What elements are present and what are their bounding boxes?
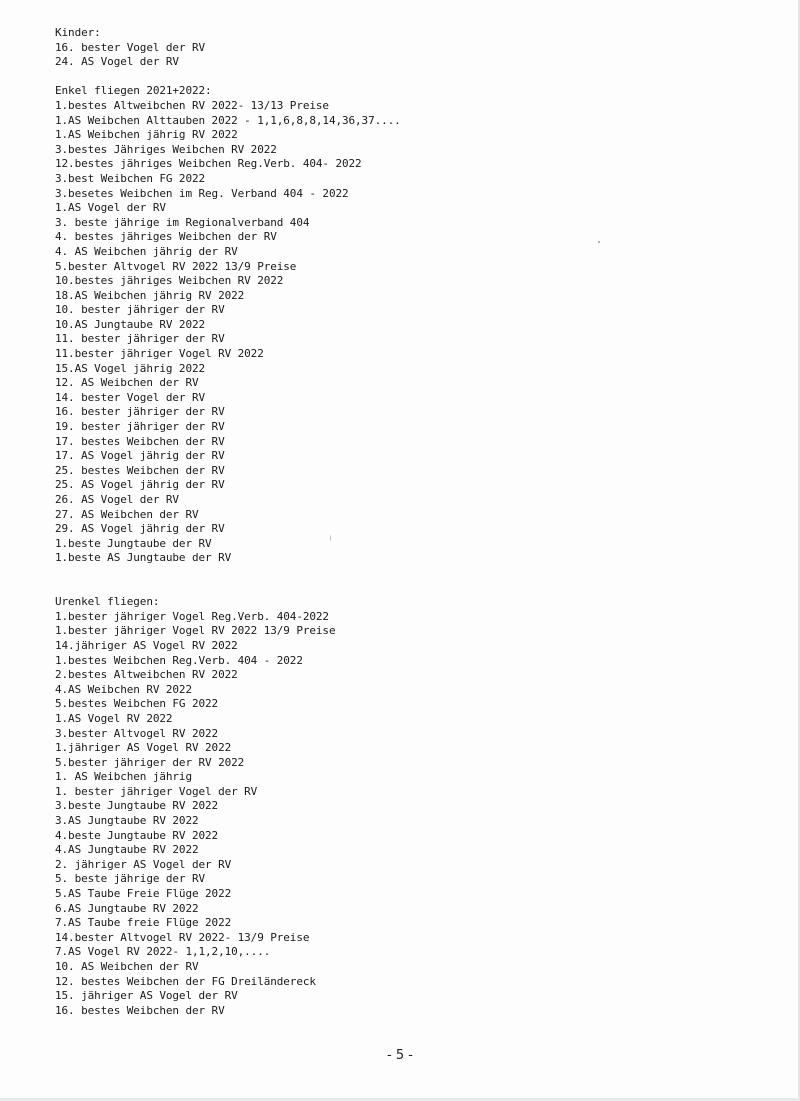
- section: [55, 595, 755, 1018]
- list-item: 24. AS Vogel der RV: [55, 55, 179, 69]
- list-item: 10. bester jähriger der RV: [55, 303, 225, 317]
- list-item: 1.AS Vogel RV 2022: [55, 711, 173, 725]
- list-item: 15.AS Vogel jährig 2022: [55, 361, 206, 375]
- list-item: 25. AS Vogel jährig der RV: [55, 478, 225, 492]
- list-item: 3.best Weibchen FG 2022: [55, 171, 206, 185]
- list-item: 11.bester jähriger Vogel RV 2022: [55, 347, 264, 361]
- list-item: 27. AS Weibchen der RV: [55, 507, 199, 521]
- list-item: 1.beste Jungtaube der RV: [55, 536, 212, 550]
- list-item: 5.bestes Weibchen FG 2022: [55, 697, 219, 711]
- list-item: 5.bester Altvogel RV 2022 13/9 Preise: [55, 259, 297, 273]
- list-item: 7.AS Vogel RV 2022- 1,1,2,10,....: [55, 945, 271, 959]
- list-item: 15. jähriger AS Vogel der RV: [55, 989, 238, 1003]
- list-item: 1.AS Weibchen Alttauben 2022 - 1,1,6,8,8,14,36,37....: [55, 113, 401, 127]
- list-item: 1. bester jähriger Vogel der RV: [55, 784, 258, 798]
- list-item: 5.bester jähriger der RV 2022: [55, 755, 245, 769]
- list-item: 17. bestes Weibchen der RV: [55, 434, 225, 448]
- section-gap: [55, 70, 755, 85]
- list-item: 3.bester Altvogel RV 2022: [55, 726, 219, 740]
- list-item: 4. bestes jähriges Weibchen der RV: [55, 230, 277, 244]
- list-item: 7.AS Taube freie Flüge 2022: [55, 916, 232, 930]
- list-item: 19. bester jähriger der RV: [55, 420, 225, 434]
- page-number: - 5 -: [387, 1048, 413, 1063]
- section: [55, 84, 755, 566]
- list-item: 1.AS Vogel der RV: [55, 201, 166, 215]
- list-item: 2. jähriger AS Vogel der RV: [55, 857, 232, 871]
- section: [55, 26, 755, 70]
- list-item: 4.beste Jungtaube RV 2022: [55, 828, 219, 842]
- section-heading: Enkel fliegen 2021+2022:: [55, 84, 212, 98]
- document-body: [55, 26, 755, 1018]
- list-item: 29. AS Vogel jährig der RV: [55, 522, 225, 536]
- section-heading: Urenkel fliegen:: [55, 595, 160, 609]
- list-item: 12. AS Weibchen der RV: [55, 376, 199, 390]
- list-item: 4.AS Jungtaube RV 2022: [55, 843, 199, 857]
- list-item: 3.beste Jungtaube RV 2022: [55, 799, 219, 813]
- list-item: 1.beste AS Jungtaube der RV: [55, 551, 232, 565]
- list-item: 1.bestes Weibchen Reg.Verb. 404 - 2022: [55, 653, 303, 667]
- list-item: 3.AS Jungtaube RV 2022: [55, 814, 199, 828]
- list-item: 4. AS Weibchen jährig der RV: [55, 244, 238, 258]
- section-heading: Kinder:: [55, 26, 101, 39]
- list-item: 6.AS Jungtaube RV 2022: [55, 901, 199, 915]
- list-item: 16. bestes Weibchen der RV: [55, 1003, 225, 1017]
- list-item: 17. AS Vogel jährig der RV: [55, 449, 225, 463]
- list-item: 12. bestes Weibchen der FG Dreiländereck: [55, 974, 316, 988]
- list-item: 14. bester Vogel der RV: [55, 390, 206, 404]
- section-gap: [55, 566, 755, 595]
- list-item: 1. AS Weibchen jährig: [55, 770, 192, 784]
- list-item: 10.bestes jähriges Weibchen RV 2022: [55, 274, 284, 288]
- list-item: 3.bestes Jähriges Weibchen RV 2022: [55, 142, 277, 156]
- list-item: 14.bester Altvogel RV 2022- 13/9 Preise: [55, 930, 310, 944]
- list-item: 25. bestes Weibchen der RV: [55, 463, 225, 477]
- list-item: 1.AS Weibchen jährig RV 2022: [55, 128, 238, 142]
- list-item: 1.jähriger AS Vogel RV 2022: [55, 741, 232, 755]
- list-item: 1.bestes Altweibchen RV 2022- 13/13 Preise: [55, 98, 329, 112]
- list-item: 1.bester jähriger Vogel Reg.Verb. 404-2022: [55, 609, 329, 623]
- list-item: 3.besetes Weibchen im Reg. Verband 404 - 2022: [55, 186, 349, 200]
- list-item: 18.AS Weibchen jährig RV 2022: [55, 288, 245, 302]
- list-item: 4.AS Weibchen RV 2022: [55, 682, 192, 696]
- list-item: 11. bester jähriger der RV: [55, 332, 225, 346]
- list-item: 1.bester jähriger Vogel RV 2022 13/9 Preise: [55, 624, 336, 638]
- list-item: 26. AS Vogel der RV: [55, 493, 179, 506]
- list-item: 5. beste jährige der RV: [55, 872, 206, 886]
- list-item: 10.AS Jungtaube RV 2022: [55, 317, 206, 331]
- list-item: 5.AS Taube Freie Flüge 2022: [55, 887, 232, 901]
- list-item: 2.bestes Altweibchen RV 2022: [55, 668, 238, 682]
- list-item: 10. AS Weibchen der RV: [55, 960, 199, 973]
- list-item: 16. bester Vogel der RV: [55, 40, 206, 54]
- list-item: 16. bester jähriger der RV: [55, 405, 225, 419]
- list-item: 12.bestes jähriges Weibchen Reg.Verb. 404- 2022: [55, 157, 362, 171]
- list-item: 3. beste jährige im Regionalverband 404: [55, 215, 310, 229]
- list-item: 14.jähriger AS Vogel RV 2022: [55, 638, 238, 652]
